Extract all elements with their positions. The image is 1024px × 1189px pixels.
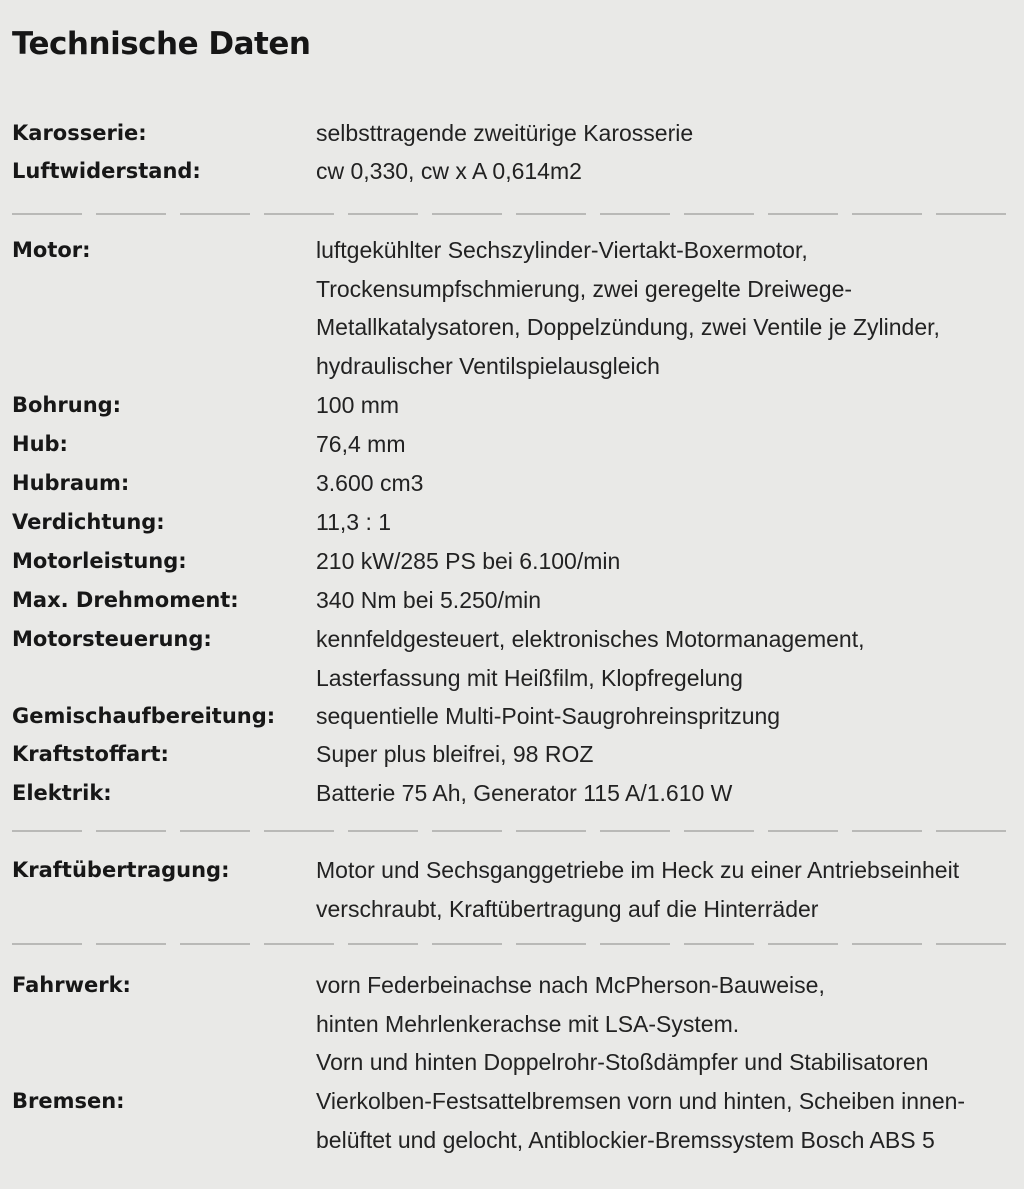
spec-label: Bremsen: [12, 1089, 125, 1113]
spec-value [316, 386, 399, 425]
spec-value [316, 966, 928, 1082]
spec-label: Motorleistung: [12, 549, 187, 573]
section-divider [12, 943, 1016, 945]
spec-label: Verdichtung: [12, 510, 165, 534]
spec-value [316, 774, 732, 813]
spec-value [316, 114, 693, 153]
spec-value [316, 851, 959, 928]
spec-value-line: Motor und Sechsganggetriebe im Heck zu einer Antriebseinheit [316, 857, 960, 883]
spec-value [316, 503, 391, 542]
spec-value [316, 231, 940, 386]
spec-value-line: sequentielle Multi-Point-Saugrohreinspritzung [316, 703, 781, 729]
spec-value [316, 1082, 965, 1159]
spec-value-line: 210 kW/285 PS bei 6.100/min [316, 548, 621, 574]
spec-value [316, 464, 423, 503]
spec-value [316, 620, 864, 697]
spec-value-line: Trockensumpfschmierung, zwei geregelte Dreiwege- [316, 275, 853, 302]
spec-value-line: 76,4 mm [316, 431, 406, 457]
spec-value-line: hydraulischer Ventilspielausgleich [316, 353, 660, 380]
spec-value-line: luftgekühlter Sechszylinder-Viertakt-Boxermotor, [316, 237, 808, 263]
spec-value [316, 735, 593, 774]
spec-value-line: vorn Federbeinachse nach McPherson-Bauweise, [316, 972, 825, 998]
section-divider [12, 213, 1016, 215]
spec-label: Fahrwerk: [12, 973, 131, 997]
spec-label: Hub: [12, 432, 68, 456]
spec-label: Gemischaufbereitung: [12, 704, 276, 728]
spec-label: Hubraum: [12, 471, 130, 495]
spec-value [316, 581, 541, 620]
spec-value-line: kennfeldgesteuert, elektronisches Motormanagement, [316, 626, 865, 652]
spec-value-line: cw 0,330, cw x A 0,614m2 [316, 158, 582, 184]
spec-value [316, 425, 405, 464]
spec-value-line: verschraubt, Kraftübertragung auf die Hinterräder [316, 895, 819, 922]
spec-value-line: Vorn und hinten Doppelrohr-Stoßdämpfer und Stabilisatoren [316, 1049, 929, 1076]
spec-value [316, 542, 620, 581]
spec-label: Motor: [12, 238, 91, 262]
spec-value-line: 3.600 cm3 [316, 470, 424, 496]
spec-value [316, 697, 780, 736]
spec-label: Karosserie: [12, 121, 147, 145]
spec-value-line: belüftet und gelocht, Antiblockier-Bremssystem Bosch ABS 5 [316, 1126, 935, 1153]
spec-label: Elektrik: [12, 781, 112, 805]
spec-value-line: 340 Nm bei 5.250/min [316, 587, 542, 613]
spec-label: Max. Drehmoment: [12, 588, 239, 612]
spec-value [316, 152, 582, 191]
spec-value-line: Super plus bleifrei, 98 ROZ [316, 741, 594, 767]
spec-value-line: hinten Mehrlenkerachse mit LSA-System. [316, 1010, 740, 1037]
spec-label: Motorsteuerung: [12, 627, 212, 651]
spec-label: Bohrung: [12, 393, 122, 417]
spec-value-line: Metallkatalysatoren, Doppelzündung, zwei Ventile je Zylinder, [316, 314, 940, 341]
spec-label: Luftwiderstand: [12, 159, 201, 183]
spec-value-line: selbsttragende zweitürige Karosserie [316, 120, 694, 146]
section-divider [12, 830, 1016, 832]
spec-value-line: 11,3 : 1 [316, 509, 392, 535]
spec-label: Kraftübertragung: [12, 858, 230, 882]
spec-value-line: Vierkolben-Festsattelbremsen vorn und hinten, Scheiben innen- [316, 1088, 966, 1114]
page-title: Technische Daten [12, 26, 311, 62]
spec-label: Kraftstoffart: [12, 742, 169, 766]
spec-value-line: 100 mm [316, 392, 400, 418]
spec-value-line: Batterie 75 Ah, Generator 115 A/1.610 W [316, 780, 733, 806]
spec-value-line: Lasterfassung mit Heißfilm, Klopfregelung [316, 664, 743, 691]
